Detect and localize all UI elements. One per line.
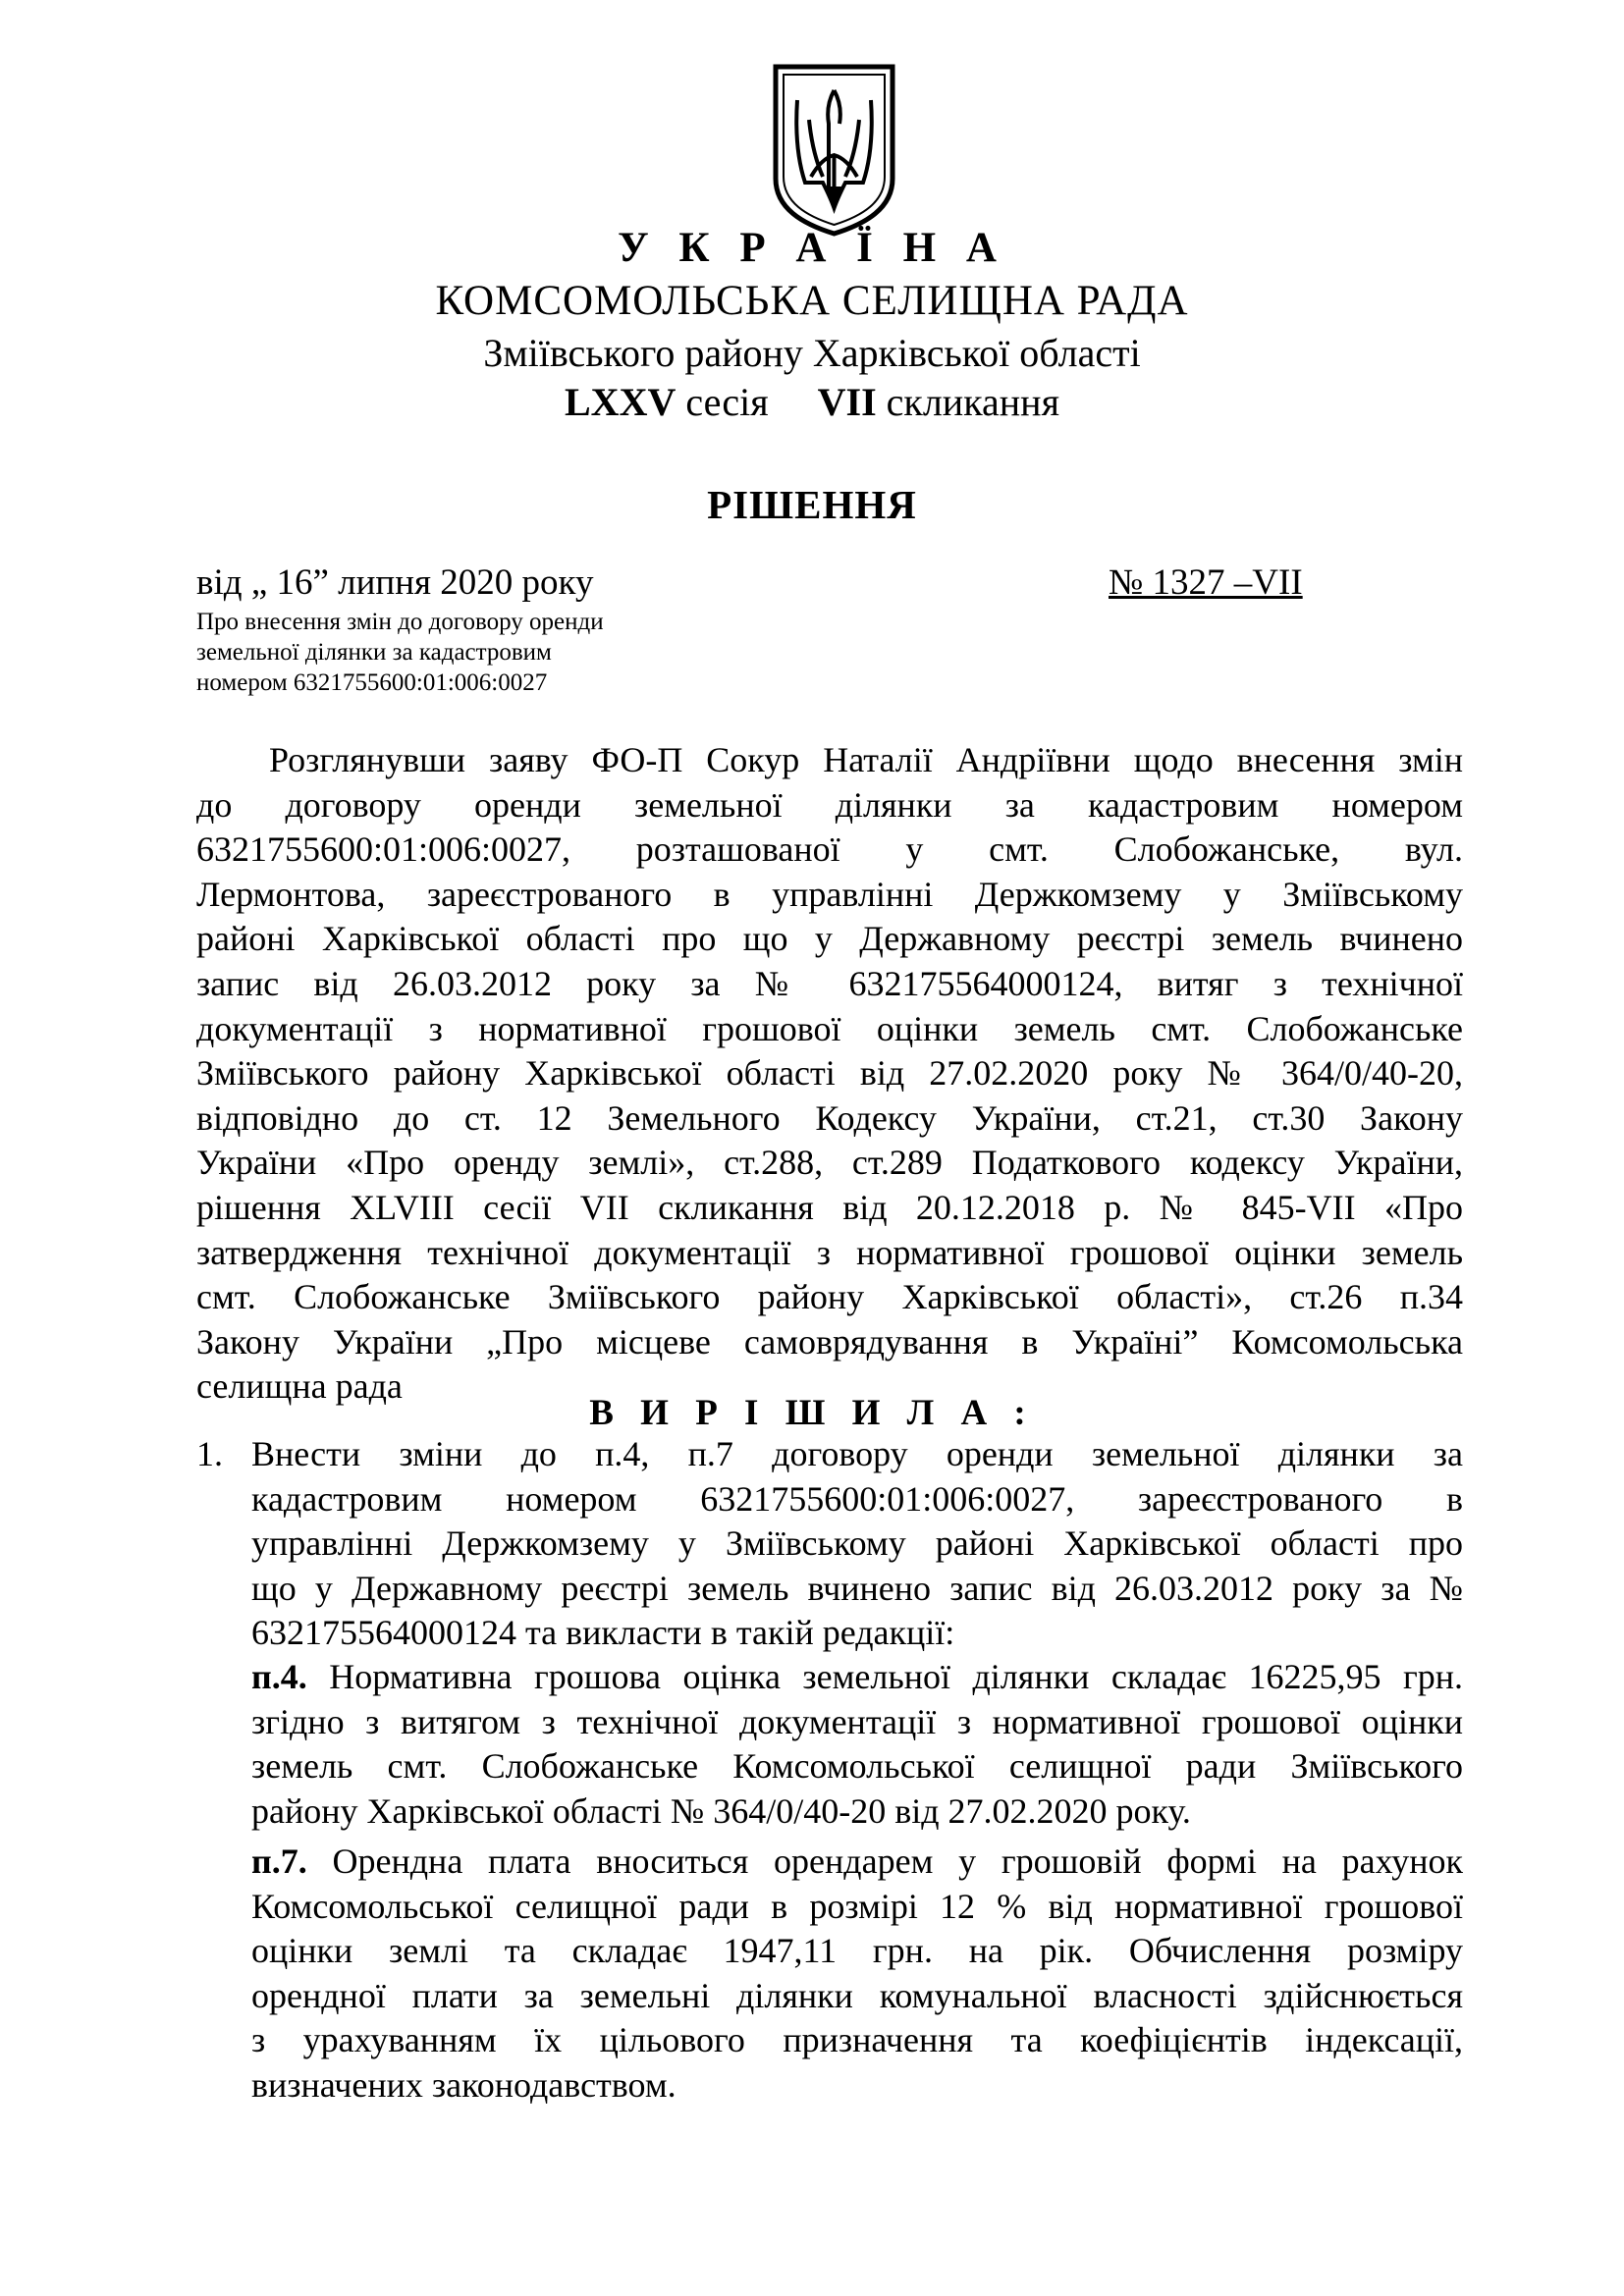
preamble-line: смт. Слобожанське Зміївського району Харківської області», ст.26 п.34: [196, 1277, 1463, 1317]
clause-line: земель смт. Слобожанське Комсомольської селищної ради Зміївського: [251, 1746, 1463, 1787]
resolved-heading: В И Р І Ш И Л А :: [589, 1393, 1035, 1433]
clause-label: п.4.: [251, 1657, 307, 1696]
preamble-line: Лермонтова, зареєстрованого в управлінні Держкомзему у Зміївському: [196, 874, 1463, 914]
preamble-line: Закону України „Про місцеве самоврядування в Україні” Комсомольська: [196, 1321, 1463, 1362]
clause-line: згідно з витягом з технічної документації з нормативної грошової оцінки: [251, 1701, 1463, 1741]
preamble-line: відповідно до ст. 12 Земельного Кодексу України, ст.21, ст.30 Закону: [196, 1097, 1463, 1138]
preamble-line: Зміївського району Харківської області від 27.02.2020 року № 364/0/40-20,: [196, 1053, 1463, 1094]
decision-date: від „ 16” липня 2020 року: [196, 562, 594, 603]
item-line: кадастровим номером 6321755600:01:006:0027, зареєстрованого в: [251, 1478, 1463, 1519]
preamble-paragraph: [196, 738, 1463, 1410]
preamble-line: документації з нормативної грошової оцінки земель смт. Слобожанське: [196, 1008, 1463, 1048]
preamble-line: районі Харківської області про що у Державному реєстрі земель вчинено: [196, 919, 1463, 959]
session-word: сесія: [685, 380, 769, 424]
clause-p7: [251, 1840, 1463, 2109]
preamble-line: до договору оренди земельної ділянки за кадастровим номером: [196, 784, 1463, 825]
clause-line: визначених законодавством.: [251, 2064, 677, 2105]
clause-p4: [251, 1655, 1463, 1834]
clause-text: Нормативна грошова оцінка земельної ділянки складає 16225,95 грн.: [306, 1657, 1463, 1696]
subject-line: Про внесення змін до договору оренди: [196, 609, 604, 635]
coat-of-arms-icon: [768, 61, 900, 238]
preamble-line: Розглянувши заяву ФО-П Сокур Наталії Андріївни щодо внесення змін: [269, 740, 1463, 779]
session-line: [0, 379, 1624, 425]
preamble-line: 6321755600:01:006:0027, розташованої у смт. Слобожанське, вул.: [196, 829, 1463, 870]
preamble-line: запис від 26.03.2012 року за № 632175564000124, витяг з технічної: [196, 963, 1463, 1003]
clause-line: району Харківської області № 364/0/40-20 від 27.02.2020 року.: [251, 1790, 1191, 1831]
preamble-line: рішення XLVIII сесії VII скликання від 20.12.2018 р. № 845-VII «Про: [196, 1187, 1463, 1227]
decision-number: № 1327 –VII: [1109, 562, 1303, 603]
resolution-item-1: [196, 1432, 1463, 1656]
item-number: 1.: [196, 1434, 223, 1473]
clause-first-line: [251, 1840, 1463, 1885]
preamble-line: України «Про оренду землі», ст.288, ст.289 Податкового кодексу України,: [196, 1143, 1463, 1183]
document-type: РІШЕННЯ: [707, 482, 917, 527]
item-line: управлінні Держкомзему у Зміївському районі Харківської області про: [251, 1523, 1463, 1564]
item-body: [251, 1432, 1463, 1656]
convocation-word: скликання: [886, 380, 1059, 424]
session-number: LXXV: [565, 380, 677, 424]
decision-subject: [196, 607, 604, 698]
subject-line: номером 6321755600:01:006:0027: [196, 669, 548, 696]
convocation-number: VII: [817, 380, 877, 424]
item-line: що у Державному реєстрі земель вчинено запис від 26.03.2012 року за №: [251, 1568, 1463, 1608]
item-line: 632175564000124 та викласти в такій редакції:: [251, 1613, 955, 1653]
clause-line: орендної плати за земельні ділянки комунальної власності здійснюється: [251, 1975, 1463, 2015]
council-name: КОМСОМОЛЬСЬКА СЕЛИЩНА РАДА: [435, 278, 1189, 324]
subject-line: земельної ділянки за кадастровим: [196, 639, 552, 666]
clause-line: Комсомольської селищної ради в розмірі 12 % від нормативної грошової: [251, 1886, 1463, 1926]
preamble-line: затвердження технічної документації з нормативної грошової оцінки земель: [196, 1232, 1463, 1272]
district-line: Зміївського району Харківської області: [483, 331, 1141, 375]
clause-text: Орендна плата вноситься орендарем у грошовій формі на рахунок: [306, 1842, 1463, 1881]
clause-label: п.7.: [251, 1842, 307, 1881]
clause-first-line: [251, 1655, 1463, 1700]
country-title: У К Р А Ї Н А: [618, 225, 1006, 271]
clause-line: оцінки землі та складає 1947,11 грн. на рік. Обчислення розміру: [251, 1931, 1463, 1971]
item-line: Внести зміни до п.4, п.7 договору оренди земельної ділянки за: [251, 1434, 1463, 1473]
preamble-line: селищна рада: [196, 1366, 403, 1407]
clause-line: з урахуванням їх цільового призначення та коефіцієнтів індексації,: [251, 2020, 1463, 2060]
